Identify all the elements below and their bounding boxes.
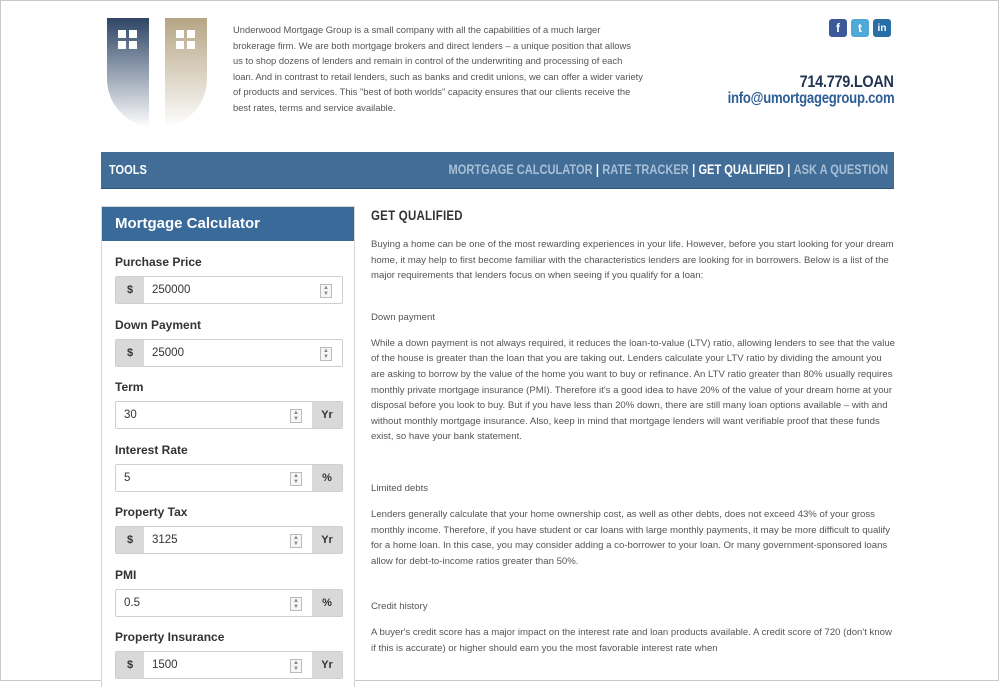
nav-section-title: TOOLS [109,162,147,177]
get-qualified-content [371,207,896,657]
mortgage-calculator-panel [101,206,355,687]
twitter-icon[interactable]: t [851,19,869,37]
down-payment-field[interactable] [115,339,343,367]
facebook-icon[interactable]: f [829,19,847,37]
spinner-icon[interactable]: ▲ ▼ [290,409,302,423]
interest-rate-field[interactable] [115,464,343,492]
section-text-down-payment: While a down payment is not always required, it reduces the loan-to-value (LTV) ratio, allowing lenders to see that the value of the house is greater than the loan that you are taking out. Lenders calculate your LTV ratio by dividing the amount you are asking to borrow by the value of the home you want to buy or refinance. An LTV ratio greater than 80% usually requires monthly private mortgage insurance (PMI). Therefore it's a good idea to have 20% of the value of your dream home at your disposal before you look to buy. But if you have less than 20% down, there are still many loan options available – with and without monthly mortgage insurance. Also, keep in mind that mortgage lenders will want verifiable proof that these funds exist, so have your bank statement. [371,337,896,443]
down-payment-label: Down Payment [115,318,202,332]
property-insurance-label: Property Insurance [115,630,225,644]
section-title-credit-history: Credit history [371,601,428,613]
section-text-credit-history: A buyer's credit score has a major impact on the interest rate and loan products available. A credit score of 720 (don't know if this is accurate) or higher should earn you the most favorable interest rate when [371,627,892,654]
nav-link-rate-tracker[interactable]: RATE TRACKER [602,162,689,177]
spinner-icon[interactable]: ▲ ▼ [290,534,302,548]
nav-link-ask-a-question[interactable]: ASK A QUESTION [793,162,888,177]
calculator-title: Mortgage Calculator [102,207,354,241]
pmi-input[interactable]: 0.5 [124,597,140,609]
phone-number: 714.779.LOAN [799,72,894,91]
spinner-icon[interactable]: ▲ ▼ [290,659,302,673]
spinner-icon[interactable]: ▲ ▼ [320,347,332,361]
nav-separator: | [595,162,599,177]
currency-prefix: $ [116,277,144,303]
unit-suffix: % [312,465,342,491]
currency-prefix: $ [116,340,144,366]
property-tax-input[interactable]: 3125 [152,534,178,546]
page-title: GET QUALIFIED [371,207,463,223]
section-title-limited-debts: Limited debts [371,482,429,494]
section-text-limited-debts: Lenders generally calculate that your home ownership cost, as well as other debts, does not exceed 43% of your gross monthly income. Therefore, if you have student or car loans with large monthly payments, it may be more difficult to qualify for a home loan. In this case, you may consider adding a co-borrower to your loan. Or many government-sponsored loans allow for debt-to-income ratios greater than 50%. [371,508,891,567]
company-intro: Underwood Mortgage Group is a small company with all the capabilities of a much larger brokerage firm. We are both mortgage brokers and direct lenders – a unique position that allows us to shop dozens of lenders and remain in control of the underwriting and processing of each loan. And in contrast to retail lenders, such as banks and credit unions, we can offer a wider variety of products and services. This "best of both worlds" capacity ensures that our clients receive the best rates, terms and service available. [233,24,643,113]
down-payment-input[interactable]: 25000 [152,347,184,359]
unit-suffix: Yr [312,527,342,553]
interest-rate-input[interactable]: 5 [124,472,131,484]
term-field[interactable] [115,401,343,429]
term-input[interactable]: 30 [124,409,137,421]
currency-prefix: $ [116,652,144,678]
section-title-down-payment: Down payment [371,311,435,323]
nav-link-get-qualified[interactable]: GET QUALIFIED [698,162,784,177]
pmi-field[interactable] [115,589,343,617]
term-label: Term [115,380,144,394]
nav-separator: | [787,162,791,177]
property-insurance-input[interactable]: 1500 [152,659,178,671]
interest-rate-label: Interest Rate [115,443,188,457]
unit-suffix: % [312,590,342,616]
nav-links [448,162,888,177]
property-tax-field[interactable] [115,526,343,554]
purchase-price-label: Purchase Price [115,255,202,269]
nav-link-mortgage-calculator[interactable]: MORTGAGE CALCULATOR [448,162,593,177]
purchase-price-input[interactable]: 250000 [152,284,191,296]
spinner-icon[interactable]: ▲ ▼ [290,597,302,611]
nav-separator: | [691,162,696,177]
currency-prefix: $ [116,527,144,553]
purchase-price-field[interactable] [115,276,343,304]
intro-paragraph: Buying a home can be one of the most rewarding experiences in your life. However, before you start looking for your dream home, it may help to first become familiar with the characteristics lenders are looking for in borrowers. Below is a list of the major requirements that lenders focus on when seeing if you qualify for a loan: [371,239,894,282]
spinner-icon[interactable]: ▲ ▼ [320,284,332,298]
email-link[interactable]: info@umortgagegroup.com [727,90,894,107]
tools-navbar [101,152,894,189]
property-tax-label: Property Tax [115,505,188,519]
social-links [829,19,891,37]
unit-suffix: Yr [312,652,342,678]
spinner-icon[interactable]: ▲ ▼ [290,472,302,486]
linkedin-icon[interactable]: in [873,19,891,37]
unit-suffix: Yr [312,402,342,428]
pmi-label: PMI [115,568,137,582]
company-logo [107,18,207,128]
property-insurance-field[interactable] [115,651,343,679]
